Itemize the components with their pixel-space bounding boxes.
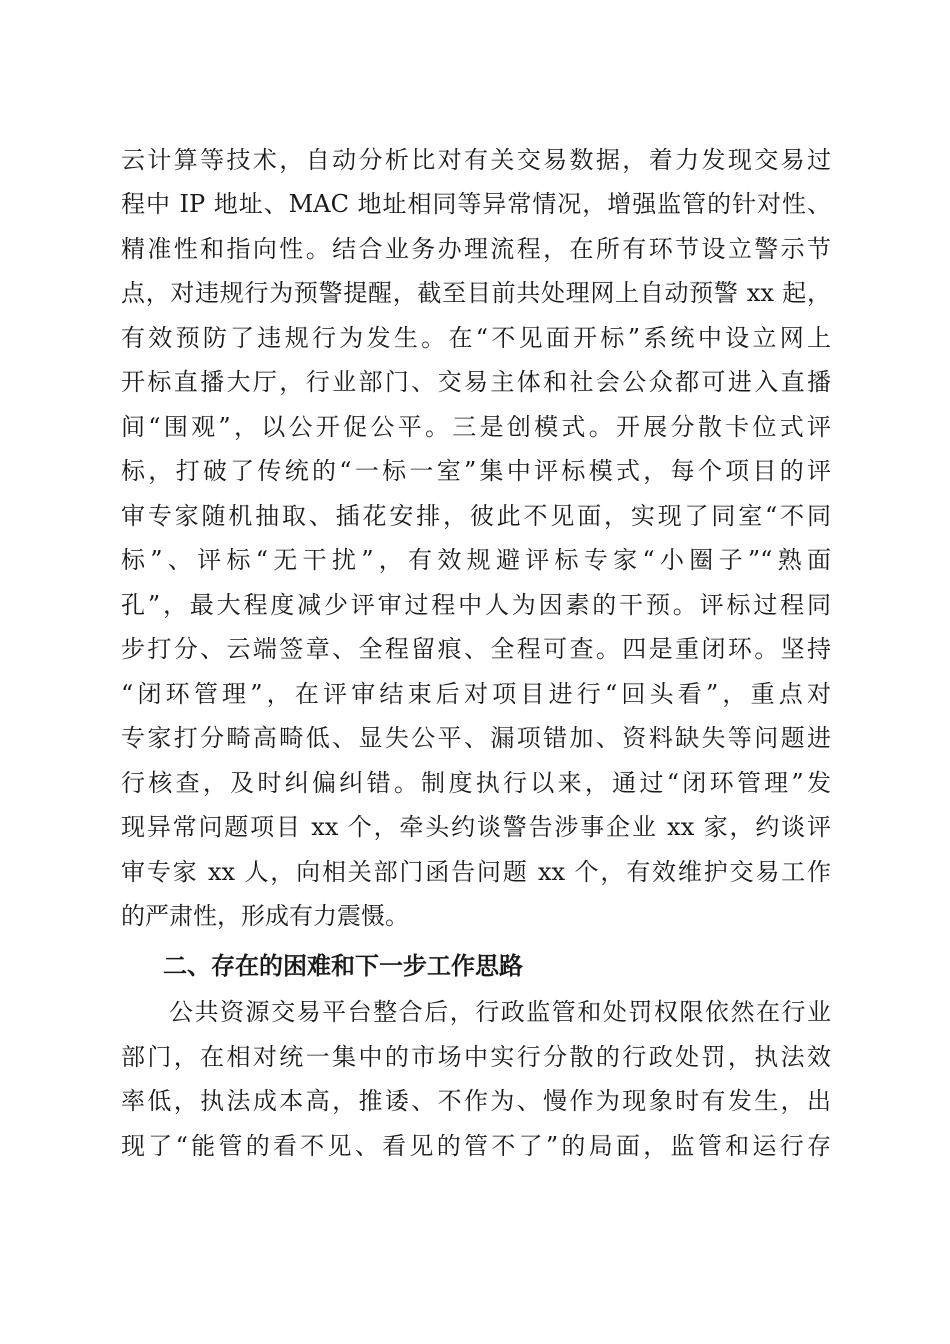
text-line: 精准性和指向性。结合业务办理流程，在所有环节设立警示节 [121,235,831,263]
text-line: 间“围观”，以公开促公平。三是创模式。开展分散卡位式评 [121,413,831,441]
text-line: 标”、评标“无干扰”，有效规避评标专家“小圈子”“熟面 [121,546,831,574]
text-line: 现异常问题项目 xx 个，牵头约谈警告涉事企业 xx 家，约谈评 [121,813,831,841]
text-line: 审专家 xx 人，向相关部门函告问题 xx 个，有效维护交易工作 [121,858,831,886]
text-line: 审专家随机抽取、插花安排，彼此不见面，实现了同室“不同 [121,502,831,530]
text-line: 孔”，最大程度减少评审过程中人为因素的干预。评标过程同 [121,591,831,619]
text-line: 程中 IP 地址、MAC 地址相同等异常情况，增强监管的针对性、 [121,190,831,218]
text-line: 的严肃性，形成有力震慑。 [121,902,409,930]
text-line: 现了“能管的看不见、看见的管不了”的局面，监管和运行存 [121,1132,831,1160]
text-line: 公共资源交易平台整合后，行政监管和处罚权限依然在行业 [169,998,831,1026]
text-line: 率低，执法成本高，推诿、不作为、慢作为现象时有发生，出 [121,1087,831,1115]
text-line: 有效预防了违规行为发生。在“不见面开标”系统中设立网上 [121,324,831,352]
text-line: 步打分、云端签章、全程留痕、全程可查。四是重闭环。坚持 [121,635,831,663]
section-heading: 二、存在的困难和下一步工作思路 [163,952,523,980]
text-line: 点，对违规行为预警提醒，截至目前共处理网上自动预警 xx 起， [121,279,831,307]
text-line: 开标直播大厅，行业部门、交易主体和社会公众都可进入直播 [121,368,831,396]
text-line: “闭环管理”，在评审结束后对项目进行“回头看”，重点对 [121,680,831,708]
text-line: 标，打破了传统的“一标一室”集中评标模式，每个项目的评 [121,457,831,485]
text-line: 专家打分畸高畸低、显失公平、漏项错加、资料缺失等问题进 [121,724,831,752]
text-line: 部门，在相对统一集中的市场中实行分散的行政处罚，执法效 [121,1043,831,1071]
text-line: 行核查，及时纠偏纠错。制度执行以来，通过“闭环管理”发 [121,769,831,797]
text-line: 云计算等技术，自动分析比对有关交易数据，着力发现交易过 [121,146,831,174]
